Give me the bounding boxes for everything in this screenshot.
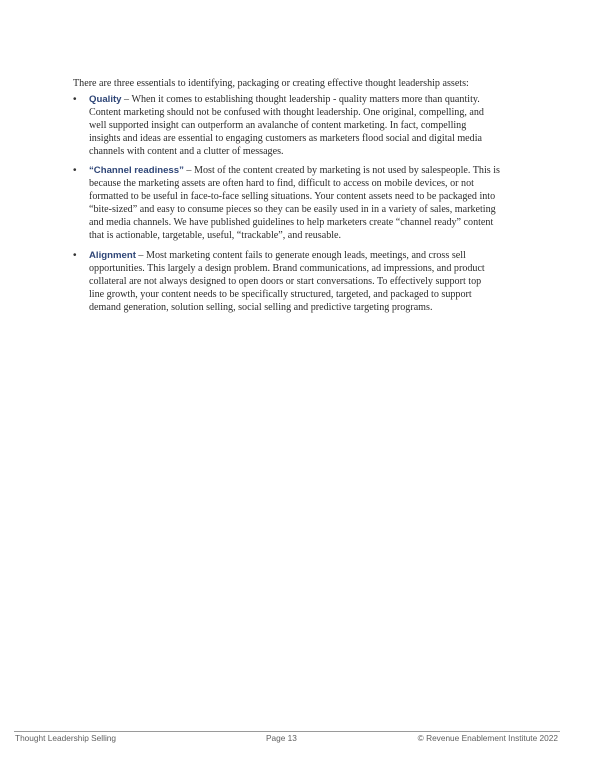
bullet-line: collateral are not always designed to open doors or start conversations. To effectively support top xyxy=(89,275,482,287)
bullet-line: insights and ideas are essential to engaging customers as marketers flood social and digital media xyxy=(89,133,482,145)
bullet-line: Content marketing should not be confused with thought leadership. One original, compelling, and xyxy=(89,107,484,119)
footer-document-title: Thought Leadership Selling xyxy=(15,733,117,743)
bullet-text: – Most of the content created by marketing is not used by salespeople. This is xyxy=(183,165,500,177)
bullet-line: and media channels. We have published guidelines to help marketers create “channel ready” content xyxy=(89,217,494,229)
bullet-term: Alignment xyxy=(89,249,136,261)
footer-divider xyxy=(14,731,560,732)
bullet-line: line growth, your content needs to be specifically structured, targeted, and packaged to support xyxy=(89,288,472,300)
bullet-icon: • xyxy=(73,249,77,261)
bullet-alignment xyxy=(73,249,553,314)
bullet-line: “bite-sized” and easy to consume pieces so they can be easily used in in a variety of sales, marketing xyxy=(89,204,496,216)
footer-copyright: © Revenue Enablement Institute 2022 xyxy=(417,733,558,743)
bullet-line: because the marketing assets are often hard to find, difficult to access on mobile devices, or not xyxy=(89,178,474,190)
bullet-line xyxy=(89,249,553,262)
bullet-term: “Channel readiness” xyxy=(89,165,184,177)
bullet-quality xyxy=(73,93,553,158)
bullet-line: opportunities. This largely a design problem. Brand communications, ad impressions, and product xyxy=(89,262,485,274)
bullet-line: that is actionable, targetable, useful, “trackable”, and reusable. xyxy=(89,230,342,242)
essentials-list xyxy=(73,93,553,320)
bullet-icon: • xyxy=(73,94,77,105)
intro-paragraph: There are three essentials to identifying, packaging or creating effective thought leadership assets: xyxy=(73,78,469,89)
bullet-line: channels with content and a clutter of messages. xyxy=(89,146,284,158)
bullet-line xyxy=(89,164,553,177)
bullet-text: – Most marketing content fails to generate enough leads, meetings, and cross sell xyxy=(135,249,466,261)
bullet-term: Quality xyxy=(89,94,122,105)
bullet-line: demand generation, solution selling, social selling and predictive targeting programs. xyxy=(89,301,433,313)
bullet-line: formatted to be useful in face-to-face selling situations. Your content assets need to be packaged into xyxy=(89,191,496,203)
footer-page-number: Page 13 xyxy=(266,733,297,743)
bullet-line xyxy=(89,93,553,106)
bullet-text: – When it comes to establishing thought leadership - quality matters more than quantity. xyxy=(121,94,480,105)
bullet-channel-readiness xyxy=(73,164,553,242)
bullet-icon: • xyxy=(73,165,77,177)
bullet-line: well supported insight can outperform an avalanche of content marketing. In fact, compelling xyxy=(89,120,467,132)
